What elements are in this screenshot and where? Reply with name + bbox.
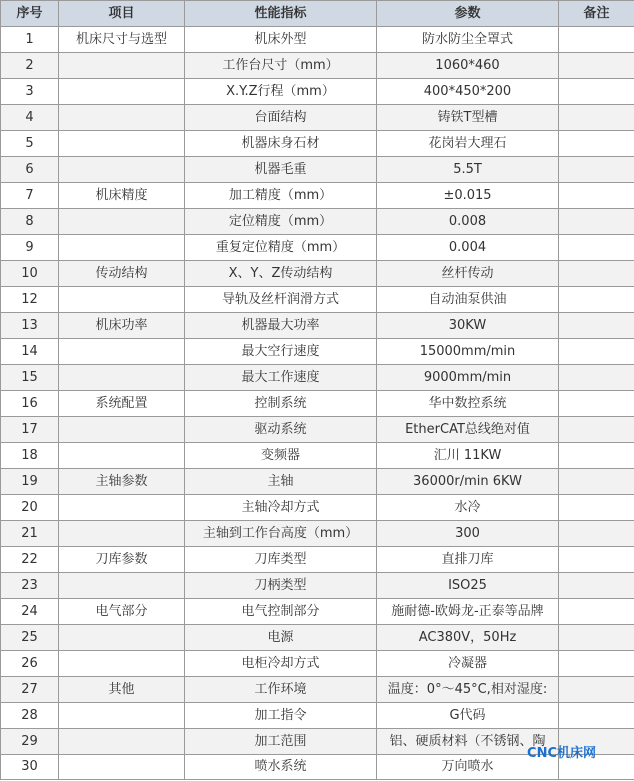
cell-note	[559, 521, 634, 547]
table-row	[1, 625, 634, 651]
cell-no: 12	[1, 287, 59, 313]
watermark-logo: CNC机床网	[527, 746, 596, 761]
cell-index: 控制系统	[185, 391, 377, 417]
cell-item	[59, 729, 185, 755]
cell-item	[59, 573, 185, 599]
cell-param: 300	[377, 521, 559, 547]
table-row	[1, 495, 634, 521]
table-row	[1, 677, 634, 703]
cell-note	[559, 27, 634, 53]
cell-item: 机床功率	[59, 313, 185, 339]
cell-note	[559, 625, 634, 651]
cell-param: 1060*460	[377, 53, 559, 79]
table-row	[1, 183, 634, 209]
cell-param: 400*450*200	[377, 79, 559, 105]
cell-index: 电柜冷却方式	[185, 651, 377, 677]
cell-index: 导轨及丝杆润滑方式	[185, 287, 377, 313]
cell-note	[559, 599, 634, 625]
cell-param: 30KW	[377, 313, 559, 339]
cell-param: 5.5T	[377, 157, 559, 183]
cell-index: 驱动系统	[185, 417, 377, 443]
cell-no: 1	[1, 27, 59, 53]
cell-item	[59, 53, 185, 79]
cell-note	[559, 443, 634, 469]
cell-no: 19	[1, 469, 59, 495]
cell-index: 工作台尺寸（mm）	[185, 53, 377, 79]
cell-note	[559, 131, 634, 157]
table-row	[1, 105, 634, 131]
cell-note	[559, 105, 634, 131]
cell-index: 电气控制部分	[185, 599, 377, 625]
cell-param: 冷凝器	[377, 651, 559, 677]
cell-param: EtherCAT总线绝对值	[377, 417, 559, 443]
table-row	[1, 391, 634, 417]
table-row	[1, 313, 634, 339]
table-row	[1, 157, 634, 183]
cell-item	[59, 417, 185, 443]
cell-param: ±0.015	[377, 183, 559, 209]
cell-param: 0.008	[377, 209, 559, 235]
table-row	[1, 599, 634, 625]
cell-no: 18	[1, 443, 59, 469]
cell-index: 变频器	[185, 443, 377, 469]
cell-no: 21	[1, 521, 59, 547]
cell-index: 台面结构	[185, 105, 377, 131]
cell-item	[59, 339, 185, 365]
table-row	[1, 469, 634, 495]
cell-no: 30	[1, 755, 59, 780]
cell-param: 铝、硬质材料（不锈钢、陶	[377, 729, 559, 755]
cell-no: 22	[1, 547, 59, 573]
cell-no: 13	[1, 313, 59, 339]
cell-item: 机床精度	[59, 183, 185, 209]
cell-param: 15000mm/min	[377, 339, 559, 365]
cell-param: 铸铁T型槽	[377, 105, 559, 131]
cell-note	[559, 183, 634, 209]
cell-no: 14	[1, 339, 59, 365]
cell-index: 最大工作速度	[185, 365, 377, 391]
table-row	[1, 417, 634, 443]
cell-note	[559, 469, 634, 495]
cell-no: 27	[1, 677, 59, 703]
cell-item	[59, 365, 185, 391]
table-row	[1, 547, 634, 573]
cell-item: 主轴参数	[59, 469, 185, 495]
cell-note	[559, 391, 634, 417]
cell-index: 机器最大功率	[185, 313, 377, 339]
cell-item: 其他	[59, 677, 185, 703]
cell-note	[559, 235, 634, 261]
cell-note	[559, 261, 634, 287]
cell-item	[59, 287, 185, 313]
cell-note	[559, 651, 634, 677]
cell-note	[559, 313, 634, 339]
cell-no: 15	[1, 365, 59, 391]
cell-index: 主轴到工作台高度（mm）	[185, 521, 377, 547]
header-cell-param: 参数	[377, 1, 559, 27]
cell-note	[559, 417, 634, 443]
table-row	[1, 443, 634, 469]
table-row	[1, 27, 634, 53]
cell-index: 加工指令	[185, 703, 377, 729]
cell-index: 定位精度（mm）	[185, 209, 377, 235]
header-row	[1, 1, 634, 27]
cell-no: 17	[1, 417, 59, 443]
cell-no: 16	[1, 391, 59, 417]
cell-index: 工作环境	[185, 677, 377, 703]
table-row	[1, 521, 634, 547]
cell-index: 主轴	[185, 469, 377, 495]
cell-param: 自动油泵供油	[377, 287, 559, 313]
table-row	[1, 365, 634, 391]
table-row	[1, 339, 634, 365]
cell-no: 26	[1, 651, 59, 677]
cell-item	[59, 235, 185, 261]
cell-item	[59, 105, 185, 131]
cell-index: 主轴冷却方式	[185, 495, 377, 521]
cell-index: X、Y、Z传动结构	[185, 261, 377, 287]
cell-index: 机器毛重	[185, 157, 377, 183]
cell-no: 29	[1, 729, 59, 755]
cell-item	[59, 157, 185, 183]
cell-item	[59, 209, 185, 235]
cell-item: 系统配置	[59, 391, 185, 417]
cell-param: 汇川 11KW	[377, 443, 559, 469]
cell-param: 9000mm/min	[377, 365, 559, 391]
cell-no: 23	[1, 573, 59, 599]
cell-no: 25	[1, 625, 59, 651]
table-row	[1, 287, 634, 313]
cell-item	[59, 495, 185, 521]
cell-item	[59, 625, 185, 651]
cell-item	[59, 651, 185, 677]
cell-index: 机器床身石材	[185, 131, 377, 157]
cell-note	[559, 209, 634, 235]
cell-no: 7	[1, 183, 59, 209]
cell-note	[559, 79, 634, 105]
cell-param: 施耐德-欧姆龙-正泰等品牌	[377, 599, 559, 625]
cell-index: 加工范围	[185, 729, 377, 755]
cell-no: 8	[1, 209, 59, 235]
cell-no: 2	[1, 53, 59, 79]
cell-param: 直排刀库	[377, 547, 559, 573]
cell-index: 电源	[185, 625, 377, 651]
cell-note	[559, 703, 634, 729]
cell-param: 0.004	[377, 235, 559, 261]
cell-index: 刀柄类型	[185, 573, 377, 599]
cell-note	[559, 495, 634, 521]
cell-param: G代码	[377, 703, 559, 729]
cell-no: 24	[1, 599, 59, 625]
cell-item: 电气部分	[59, 599, 185, 625]
cell-index: 加工精度（mm）	[185, 183, 377, 209]
header-cell-no: 序号	[1, 1, 59, 27]
cell-note	[559, 573, 634, 599]
cell-item	[59, 521, 185, 547]
cell-param: 防水防尘全罩式	[377, 27, 559, 53]
cell-item: 刀库参数	[59, 547, 185, 573]
cell-no: 9	[1, 235, 59, 261]
cell-index: 重复定位精度（mm）	[185, 235, 377, 261]
table-row	[1, 53, 634, 79]
cell-param: 水冷	[377, 495, 559, 521]
table-row	[1, 79, 634, 105]
table-row	[1, 235, 634, 261]
cell-item: 机床尺寸与选型	[59, 27, 185, 53]
cell-item	[59, 79, 185, 105]
table-row	[1, 131, 634, 157]
cell-index: 机床外型	[185, 27, 377, 53]
table-row	[1, 209, 634, 235]
cell-note	[559, 287, 634, 313]
cell-index: X.Y.Z行程（mm）	[185, 79, 377, 105]
cell-item	[59, 703, 185, 729]
cell-param: AC380V，50Hz	[377, 625, 559, 651]
table-body	[1, 27, 634, 780]
table-row	[1, 573, 634, 599]
cell-param: 花岗岩大理石	[377, 131, 559, 157]
cell-note	[559, 53, 634, 79]
cell-note	[559, 339, 634, 365]
cell-note	[559, 677, 634, 703]
cell-item	[59, 755, 185, 780]
table-row	[1, 651, 634, 677]
cell-param: 36000r/min 6KW	[377, 469, 559, 495]
cell-no: 3	[1, 79, 59, 105]
table-row	[1, 261, 634, 287]
cell-note	[559, 547, 634, 573]
cell-note	[559, 365, 634, 391]
cell-no: 6	[1, 157, 59, 183]
cell-no: 28	[1, 703, 59, 729]
cell-param: 万向喷水	[377, 755, 559, 780]
cell-note	[559, 157, 634, 183]
header-cell-item: 项目	[59, 1, 185, 27]
cell-item	[59, 443, 185, 469]
cell-param: 华中数控系统	[377, 391, 559, 417]
cell-item: 传动结构	[59, 261, 185, 287]
cell-no: 10	[1, 261, 59, 287]
cell-no: 4	[1, 105, 59, 131]
header-cell-note: 备注	[559, 1, 634, 27]
cell-no: 5	[1, 131, 59, 157]
cell-param: 温度：0°～45°C,相对湿度:	[377, 677, 559, 703]
cell-index: 最大空行速度	[185, 339, 377, 365]
cell-index: 刀库类型	[185, 547, 377, 573]
header-cell-index: 性能指标	[185, 1, 377, 27]
table-row	[1, 703, 634, 729]
cell-no: 20	[1, 495, 59, 521]
cell-param: ISO25	[377, 573, 559, 599]
cell-param: 丝杆传动	[377, 261, 559, 287]
cell-item	[59, 131, 185, 157]
cell-index: 喷水系统	[185, 755, 377, 780]
